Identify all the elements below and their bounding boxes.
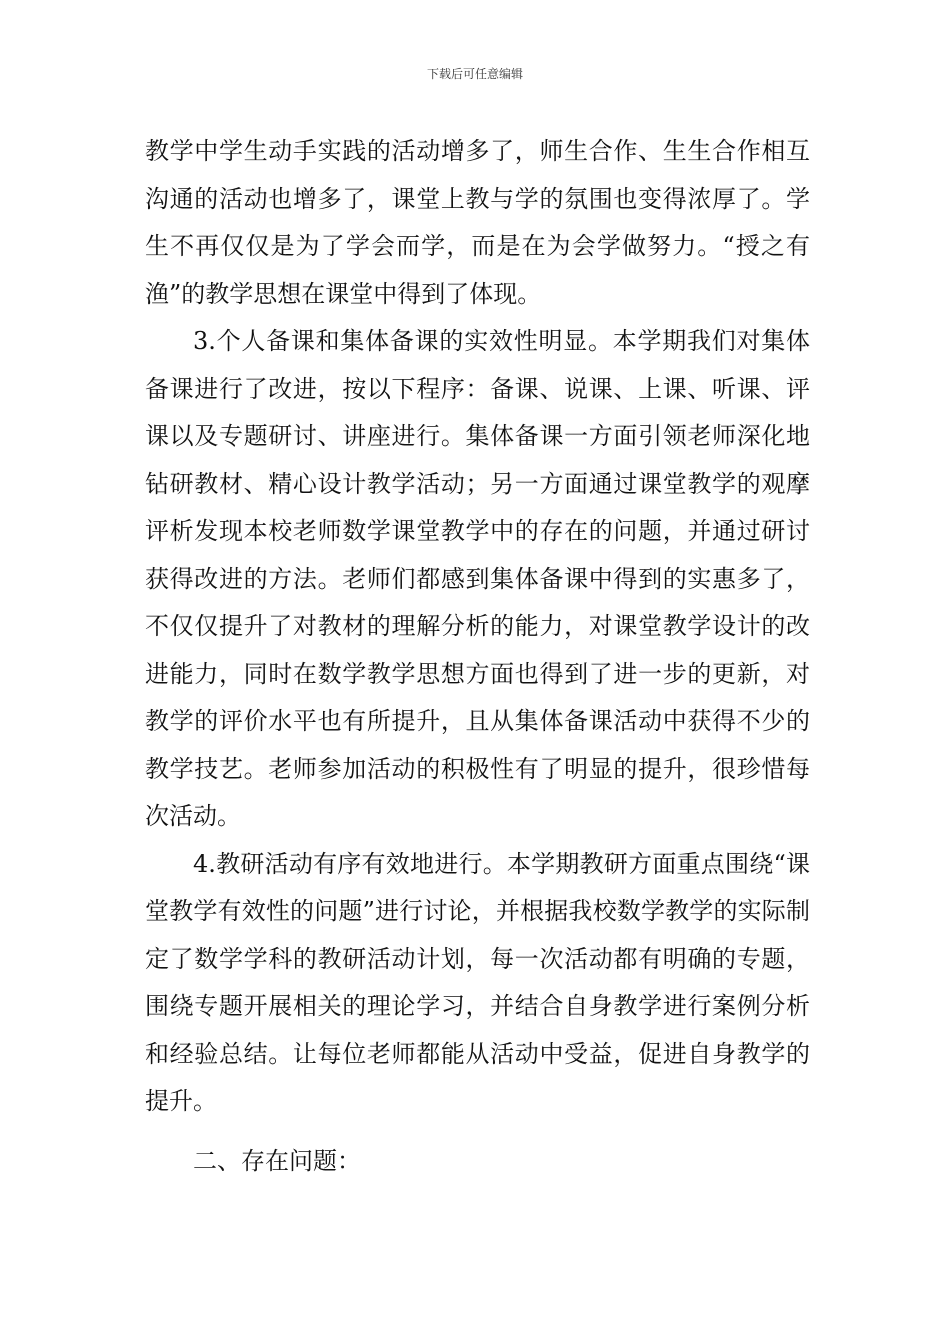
paragraph-item-3: 3.个人备课和集体备课的实效性明显。本学期我们对集体备课进行了改进，按以下程序：备课、说课、上课、听课、评课以及专题研讨、讲座进行。集体备课一方面引领老师深化地钻研教材、精心设计教学活动；另一方面通过课堂教学的观摩评析发现本校老师数学课堂教学中的存在的问题，并通过研讨获得改进的方法。老师们都感到集体备课中得到的实惠多了，不仅仅提升了对教材的理解分析的能力，对课堂教学设计的改进能力，同时在数学教学思想方面也得到了进一步的更新，对教学的评价水平也有所提升，且从集体备课活动中获得不少的教学技艺。老师参加活动的积极性有了明显的提升，很珍惜每次活动。 bbox=[145, 327, 810, 830]
paragraph-continuation: 教学中学生动手实践的活动增多了，师生合作、生生合作相互沟通的活动也增多了，课堂上教与学的氛围也变得浓厚了。学生不再仅仅是为了学会而学，而是在为会学做努力。“授之有渔”的教学思想在课堂中得到了体现。 bbox=[145, 137, 810, 308]
section-heading: 二、存在问题： bbox=[193, 1146, 361, 1175]
paragraph-item-4: 4.教研活动有序有效地进行。本学期教研方面重点围绕“课堂教学有效性的问题”进行讨论，并根据我校数学教学的实际制定了数学学科的教研活动计划，每一次活动都有明确的专题，围绕专题开展相关的理论学习，并结合自身教学进行案例分析和经验总结。让每位老师都能从活动中受益，促进自身教学的提升。 bbox=[145, 849, 810, 1115]
document-body bbox=[145, 128, 810, 1185]
header-note: 下载后可任意编辑 bbox=[426, 67, 523, 81]
